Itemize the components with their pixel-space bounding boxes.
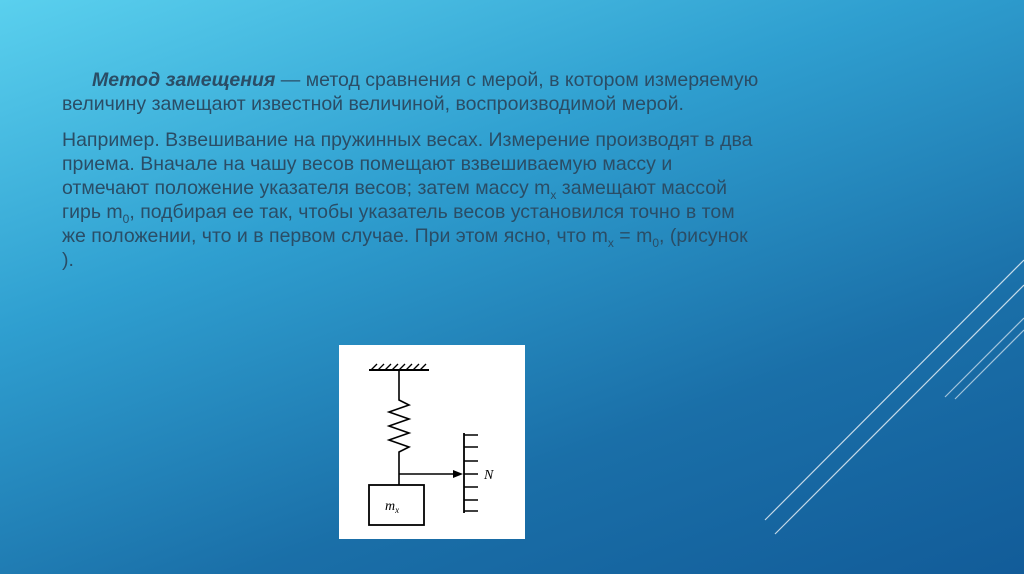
definition-text: — метод сравнения с мерой, в котором измеряемую величину замещают известной величиной, воспроизводимой мерой.	[62, 69, 759, 115]
scale-label: N	[484, 468, 494, 483]
example-paragraph	[62, 128, 762, 272]
example-text-5: , (рисунок ).	[62, 225, 748, 271]
deco-line-2	[775, 285, 1024, 534]
deco-line-1	[765, 260, 1024, 520]
spring-scale-figure	[339, 345, 525, 539]
subscript-x-1: x	[550, 187, 557, 202]
example-text-3: , подбирая ее так, чтобы указатель весов установился точно в том же положении, что и в первом случае. При этом ясно, что m	[62, 201, 735, 247]
subscript-x-2: x	[607, 235, 614, 250]
definition-paragraph	[62, 68, 762, 116]
example-text-4: = m	[613, 225, 653, 247]
pointer-arrowhead	[453, 470, 463, 478]
example-text-1: Например. Взвешивание на пружинных весах. Измерение производят в два приема. Вначале на чашу весов помещают взвешиваемую массу и отмечают положение указателя весов; затем массу m	[62, 129, 753, 199]
subscript-0-2: 0	[652, 235, 659, 250]
term: Метод замещения	[92, 69, 276, 91]
scale-ticks	[464, 435, 478, 511]
deco-line-3	[945, 318, 1024, 397]
subscript-0-1: 0	[122, 211, 130, 226]
mass-label: $m_x$	[385, 499, 400, 515]
deco-line-4	[955, 330, 1024, 399]
spring	[389, 370, 409, 485]
text-block	[62, 68, 762, 272]
example-text-2: замещают массой гирь m	[62, 177, 727, 223]
